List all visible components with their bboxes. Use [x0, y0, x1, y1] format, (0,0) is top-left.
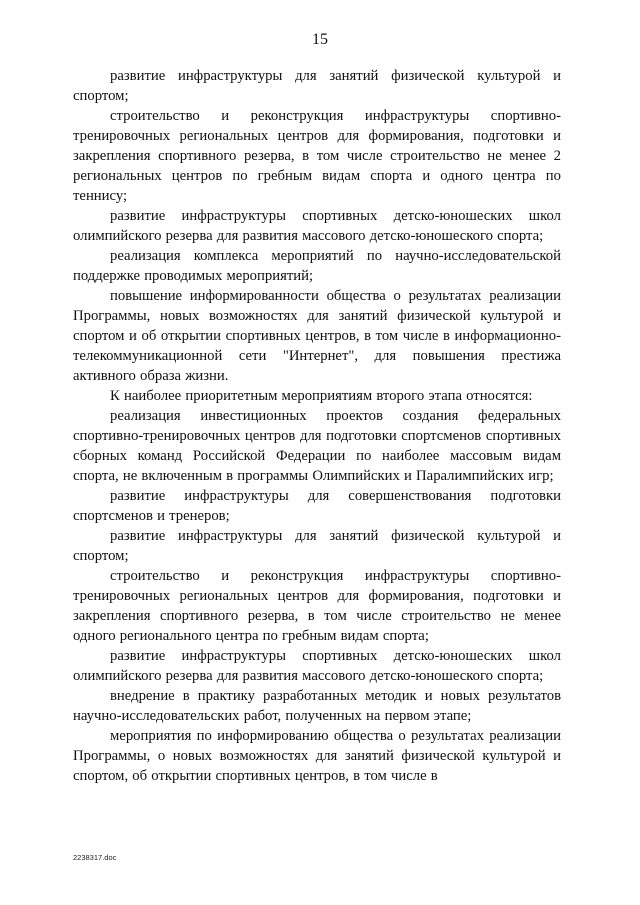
- paragraph-12: внедрение в практику разработанных методик и новых результатов научно-исследовательских работ, полученных на первом этапе;: [73, 688, 561, 724]
- paragraph-11: развитие инфраструктуры спортивных детско-юношеских школ олимпийского резерва для развития массового детско-юношеского спорта;: [73, 648, 561, 684]
- page-number: 15: [312, 31, 328, 48]
- paragraph-13: мероприятия по информированию общества о результатах реализации Программы, о новых возможностях для занятий физической культурой и спортом, об открытии спортивных центров, в том числе в: [73, 728, 561, 784]
- paragraph-5: повышение информированности общества о результатах реализации Программы, новых возможностях для занятий физической культурой и спортом и об открытии спортивных центров, в том числе в информационно-телекоммуникационной сети "Интернет", для повышения престижа активного образа жизни.: [73, 288, 561, 384]
- paragraph-2: строительство и реконструкция инфраструктуры спортивно-тренировочных региональных центров для формирования, подготовки и закрепления спортивного резерва, в том числе строительство не менее 2 региональных центров по гребным видам спорта и одного центра по теннису;: [73, 108, 561, 204]
- paragraph-6: К наиболее приоритетным мероприятиям второго этапа относятся:: [110, 388, 533, 404]
- paragraph-10: строительство и реконструкция инфраструктуры спортивно-тренировочных региональных центров для формирования, подготовки и закрепления спортивного резерва, в том числе строительство не менее одного регионального центра по гребным видам спорта;: [73, 568, 561, 644]
- paragraph-1: развитие инфраструктуры для занятий физической культурой и спортом;: [73, 68, 561, 104]
- document-body: [73, 66, 561, 786]
- paragraph-4: реализация комплекса мероприятий по научно-исследовательской поддержке проводимых мероприятий;: [73, 248, 561, 284]
- paragraph-3: развитие инфраструктуры спортивных детско-юношеских школ олимпийского резерва для развития массового детско-юношеского спорта;: [73, 208, 561, 244]
- paragraph-7: реализация инвестиционных проектов создания федеральных спортивно-тренировочных центров для подготовки спортсменов спортивных сборных команд Российской Федерации по наиболее массовым видам спорта, не включенным в программы Олимпийских и Паралимпийских игр;: [73, 408, 561, 484]
- paragraph-8: развитие инфраструктуры для совершенствования подготовки спортсменов и тренеров;: [73, 488, 561, 524]
- paragraph-9: развитие инфраструктуры для занятий физической культурой и спортом;: [73, 528, 561, 564]
- footer-document-code: 2238317.doc: [73, 853, 117, 862]
